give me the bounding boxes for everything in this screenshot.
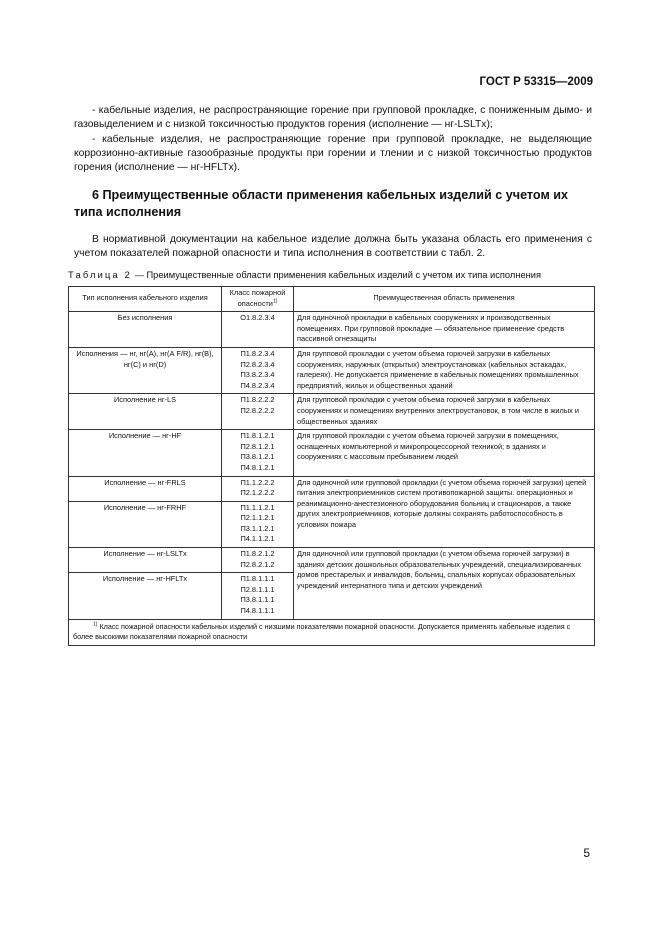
cell-area: Для одиночной прокладки в кабельных сооружениях и производственных помещениях. При групповой прокладке — обязательное применение средств пассивной огнезащиты — [294, 312, 595, 348]
table-row — [69, 548, 595, 573]
cell-type: Исполнение — нг-HF — [69, 430, 222, 476]
cell-type: Исполнение — нг-FRLS — [69, 476, 222, 501]
footnote-mark: 1) — [93, 621, 98, 628]
cell-type: Без исполнения — [69, 312, 222, 348]
class-code: П1.8.2.3.4 — [240, 348, 275, 358]
class-code: П4.8.2.3.4 — [240, 380, 275, 390]
cell-class — [222, 394, 294, 430]
document-id: ГОСТ Р 53315—2009 — [479, 76, 593, 88]
class-code: П2.8.2.3.4 — [240, 359, 275, 369]
table-caption-label: Таблица 2 — [68, 270, 133, 280]
cell-class — [222, 430, 294, 476]
paragraph-section-intro: В нормативной документации на кабельное изделие должна быть указана область его применения с учетом показателей пожарной опасности и типа исполнения в соответствии с табл. 2. — [74, 234, 592, 259]
cell-class — [222, 476, 294, 501]
header-class — [222, 287, 294, 312]
footnote-text: Класс пожарной опасности кабельных изделий с низшими показателями пожарной опасности. Допускается применять кабельные изделия с более высокими показателями пожарной опасности — [73, 621, 571, 641]
class-code: П2.8.2.2.2 — [240, 405, 275, 415]
class-code: П4.1.1.2.1 — [240, 534, 275, 544]
class-code: П1.1.2.2.2 — [240, 477, 275, 487]
class-code: П1.1.1.2.1 — [240, 502, 275, 512]
class-code: П1.8.2.1.2 — [240, 549, 275, 559]
class-code: П2.8.2.1.2 — [240, 559, 275, 569]
class-code: П3.1.1.2.1 — [240, 523, 275, 533]
cell-area: Для одиночной или групповой прокладки (с учетом объема горючей загрузки) цепей питания электроприемников систем противопожарной защиты. операционных и реанимационно-анестезионного оборудования больниц и стационаров, а также других электроприемников, которые должны сохранять работоспособность в условиях пожара — [294, 476, 595, 548]
table-row — [69, 347, 595, 393]
cell-type: Исполнение — нг-FRHF — [69, 501, 222, 547]
header-area: Преимущественная область применения — [294, 287, 595, 312]
class-code: П1.8.1.1.1 — [240, 574, 275, 584]
class-code: П1.8.1.2.1 — [240, 431, 275, 441]
cell-class — [222, 501, 294, 547]
paragraph-hfltx: - кабельные изделия, не распространяющие горение при групповой прокладке, не выделяющие коррозионно-активные газообразные продукты при горении и тлении и с низкой токсичностью продуктов горения (исполнение — нг-HFLTx). — [74, 134, 592, 173]
header-class-footnote-mark: 1) — [272, 298, 278, 305]
cell-class — [222, 573, 294, 619]
cell-area: Для групповой прокладки с учетом объема горючей загрузки в кабельных сооружениях, наружных (открытых) электроустановках (кабельных эстакадах, галереях). Не допускается применение в кабельных помещениях промышленных предприятий, жилых и общественных зданий — [294, 347, 595, 393]
cell-class — [222, 548, 294, 573]
class-code: П3.8.1.1.1 — [240, 595, 275, 605]
cell-type: Исполнения — нг, нг(А), нг(А F/R), нг(В), нг(С) и нг(D) — [69, 347, 222, 393]
section-heading: 6 Преимущественные области применения кабельных изделий с учетом их типа исполнения — [74, 188, 569, 219]
cell-class — [222, 312, 294, 348]
header-class-label: Класс пожарной опасности — [229, 288, 286, 308]
table-caption-text: — Преимущественные области применения кабельных изделий с учетом их типа исполнения — [132, 270, 541, 280]
cell-area: Для групповой прокладки с учетом объема горючей загрузки в кабельных сооружениях и помещениях внутренних электроустановок, в том числе в жилых и общественных зданиях — [294, 394, 595, 430]
cell-class — [222, 347, 294, 393]
class-code: П1.8.2.2.2 — [240, 395, 275, 405]
class-code: П2.8.1.2.1 — [240, 441, 275, 451]
table-row — [69, 394, 595, 430]
table-header-row — [69, 287, 595, 312]
table-footnote — [69, 619, 595, 645]
table-row — [69, 430, 595, 476]
application-table — [68, 286, 595, 646]
cell-type: Исполнение нг-LS — [69, 394, 222, 430]
class-code: П4.8.1.1.1 — [240, 606, 275, 616]
table-row — [69, 476, 595, 501]
cell-type: Исполнение — нг-LSLTx — [69, 548, 222, 573]
class-code: П2.8.1.1.1 — [240, 584, 275, 594]
cell-area: Для одиночной или групповой прокладки (с учетом объема горючей загрузки) в зданиях детских дошкольных образовательных учреждений, специализированных домов престарелых и инвалидов, больниц, спальных корпусах образовательных учреждений интернатного типа и детских учреждений — [294, 548, 595, 620]
class-code: П3.8.2.3.4 — [240, 370, 275, 380]
class-code: П4.8.1.2.1 — [240, 462, 275, 472]
class-code: П2.1.1.2.1 — [240, 513, 275, 523]
class-code: П2.1.2.2.2 — [240, 488, 275, 498]
table-footnote-row — [69, 619, 595, 645]
class-code: О1.8.2.3.4 — [240, 313, 275, 323]
table-caption — [68, 270, 541, 280]
cell-area: Для групповой прокладки с учетом объема горючей загрузки в помещениях, оснащенных компьютерной и микропроцессорной техникой; в зданиях и сооружениях с массовым пребыванием людей — [294, 430, 595, 476]
class-code: П3.8.1.2.1 — [240, 452, 275, 462]
cell-type: Исполнение — нг-HFLTx — [69, 573, 222, 619]
page-number: 5 — [583, 846, 590, 860]
table-row — [69, 312, 595, 348]
paragraph-lsltx: - кабельные изделия, не распространяющие горение при групповой прокладке, с пониженным дымо- и газовыделением и с низкой токсичностью продуктов горения (исполнение — нг-LSLTx); — [74, 105, 592, 130]
header-type: Тип исполнения кабельного изделия — [69, 287, 222, 312]
